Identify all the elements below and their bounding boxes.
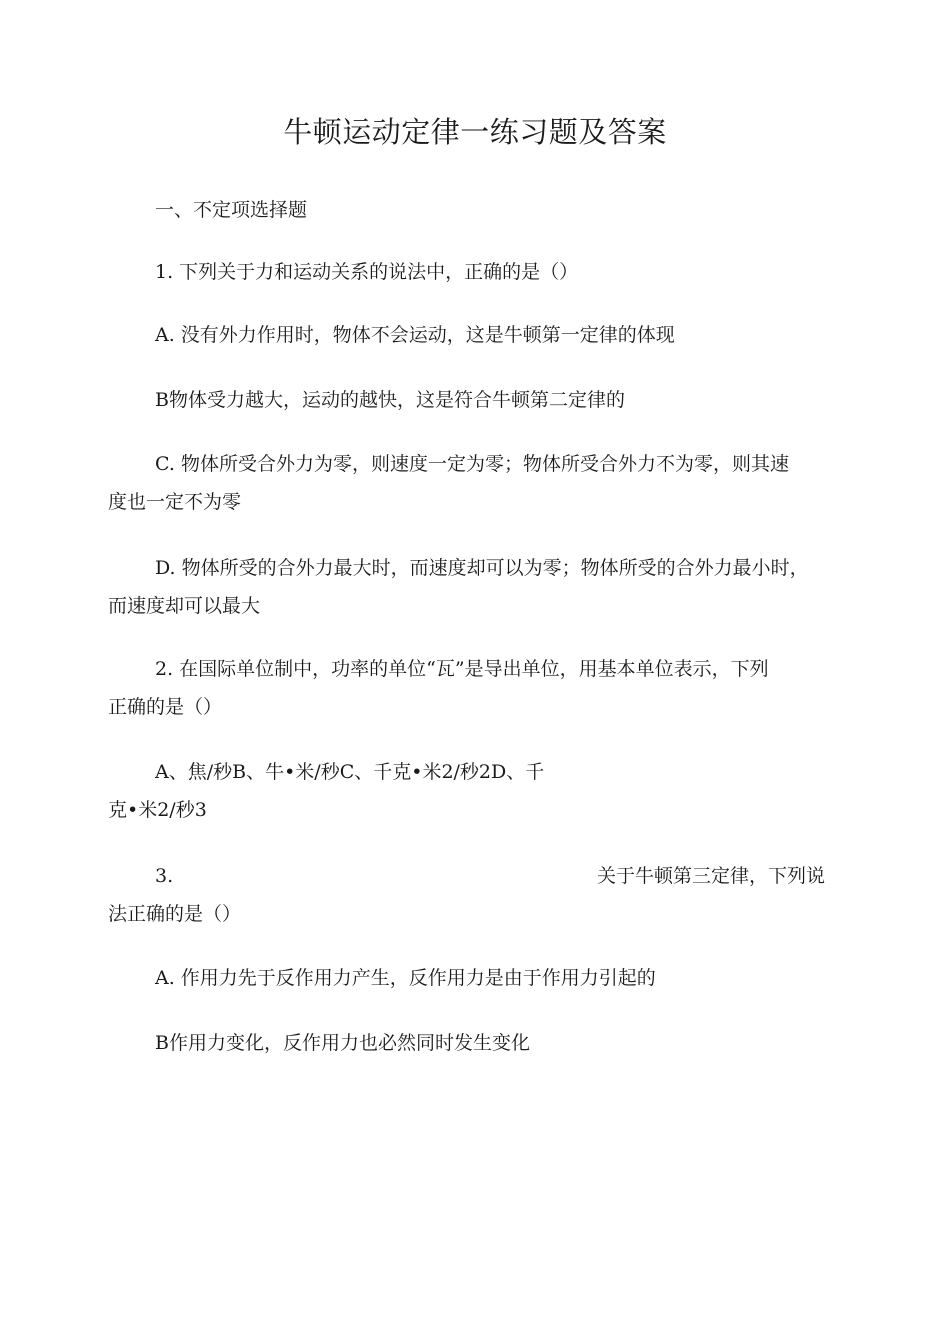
section-heading: 一、不定项选择题	[155, 199, 308, 221]
question-3-stem-right: 关于牛顿第三定律，下列说	[597, 865, 826, 887]
question-2-stem-line1: 2. 在国际单位制中，功率的单位“瓦”是导出单位，用基本单位表示，下列	[155, 658, 769, 680]
question-3-number: 3.	[155, 865, 174, 887]
question-1-option-c-line1: C. 物体所受合外力为零，则速度一定为零；物体所受合外力不为零，则其速	[155, 453, 789, 475]
question-2-options-line1: A、焦/秒B、牛•米/秒C、千克•米2/秒2D、千	[155, 761, 545, 783]
question-3-stem-line2: 法正确的是（）	[108, 903, 242, 925]
question-3-option-b: B作用力变化，反作用力也必然同时发生变化	[155, 1032, 530, 1054]
question-1-option-b: B物体受力越大，运动的越快，这是符合牛顿第二定律的	[155, 389, 625, 411]
question-1-option-a: A. 没有外力作用时，物体不会运动，这是牛顿第一定律的体现	[155, 324, 675, 346]
question-1-option-c-line2: 度也一定不为零	[108, 491, 242, 513]
question-2-options-line2: 克•米2/秒3	[108, 799, 207, 821]
question-1-stem: 1. 下列关于力和运动关系的说法中，正确的是（）	[155, 261, 579, 283]
question-1-option-d-line1: D. 物体所受的合外力最大时，而速度却可以为零；物体所受的合外力最小时，	[155, 557, 809, 579]
page-title: 牛顿运动定律一练习题及答案	[283, 115, 667, 149]
question-2-stem-line2: 正确的是（）	[108, 696, 223, 718]
question-3-option-a: A. 作用力先于反作用力产生，反作用力是由于作用力引起的	[155, 967, 656, 989]
question-1-option-d-line2: 而速度却可以最大	[108, 595, 261, 617]
